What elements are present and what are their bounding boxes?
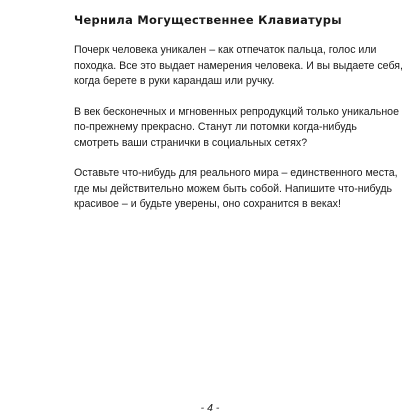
paragraph-line: Почерк человека уникален – как отпечаток пальца, голос или [74,44,377,56]
paragraph-line: когда берете в руки карандаш или ручку. [74,75,275,87]
page-title: Чернила Могущественнее Клавиатуры [74,13,342,27]
paragraph-2 [74,105,399,152]
page-number: - 4 - [200,402,220,414]
paragraph-line: походка. Все это выдает намерения человека. И вы выдаете себя, [74,59,403,72]
paragraph-line: красивое – и будьте уверены, оно сохранится в веках! [74,198,341,210]
paragraph-line: В век бесконечных и мгновенных репродукций только уникальное [74,105,399,118]
paragraph-3 [74,166,398,213]
paragraph-line: Оставьте что-нибудь для реального мира – единственного места, [74,167,398,179]
paragraph-1 [74,43,403,90]
paragraph-line: по-прежнему прекрасно. Станут ли потомки когда-нибудь [74,121,357,133]
paragraph-line: смотреть ваши странички в социальных сетях? [74,136,308,149]
paragraph-line: где мы действительно можем быть собой. Напишите что-нибудь [74,182,393,195]
page-content [74,13,403,228]
